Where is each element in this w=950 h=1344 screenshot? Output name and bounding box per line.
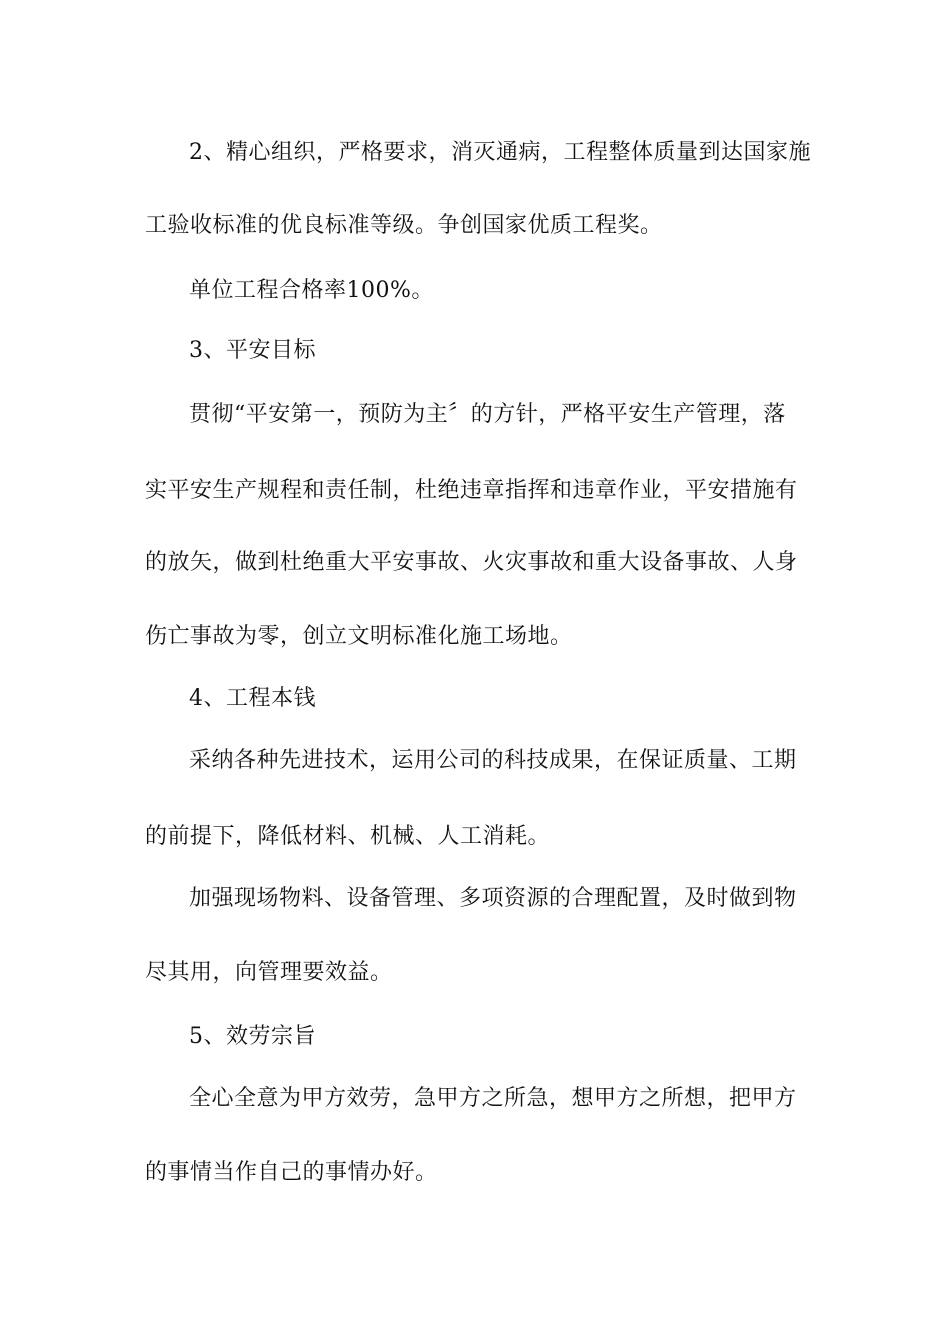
paragraph-line: 实平安生产规程和责任制，杜绝违章指挥和违章作业，平安措施有 <box>145 478 798 503</box>
paragraph-line: 采纳各种先进技术，运用公司的科技成果，在保证质量、工期 <box>189 748 797 773</box>
paragraph-line: 加强现场物料、设备管理、多项资源的合理配置，及时做到物 <box>189 886 797 911</box>
paragraph-line: 2、精心组织，严格要求，消灭通病，工程整体质量到达国家施 <box>189 140 811 165</box>
paragraph-line: 伤亡事故为零，创立文明标准化施工场地。 <box>145 624 573 649</box>
paragraph-line: 全心全意为甲方效劳，急甲方之所急，想甲方之所想，把甲方 <box>189 1086 797 1111</box>
paragraph-line: 尽其用，向管理要效益。 <box>145 960 393 985</box>
paragraph-line: 贯彻“平安第一，预防为主〞的方针，严格平安生产管理，落 <box>189 402 786 427</box>
paragraph-line: 工验收标准的优良标准等级。争创国家优质工程奖。 <box>145 213 663 238</box>
section-heading: 3、平安目标 <box>189 338 316 363</box>
paragraph-line: 的事情当作自己的事情办好。 <box>145 1160 438 1185</box>
section-heading: 4、工程本钱 <box>189 686 316 711</box>
section-heading: 5、效劳宗旨 <box>189 1024 316 1049</box>
paragraph-line: 单位工程合格率100%。 <box>189 278 434 303</box>
paragraph-line: 的前提下，降低材料、机械、人工消耗。 <box>145 824 551 849</box>
paragraph-line: 的放矢，做到杜绝重大平安事故、火灾事故和重大设备事故、人身 <box>145 550 798 575</box>
